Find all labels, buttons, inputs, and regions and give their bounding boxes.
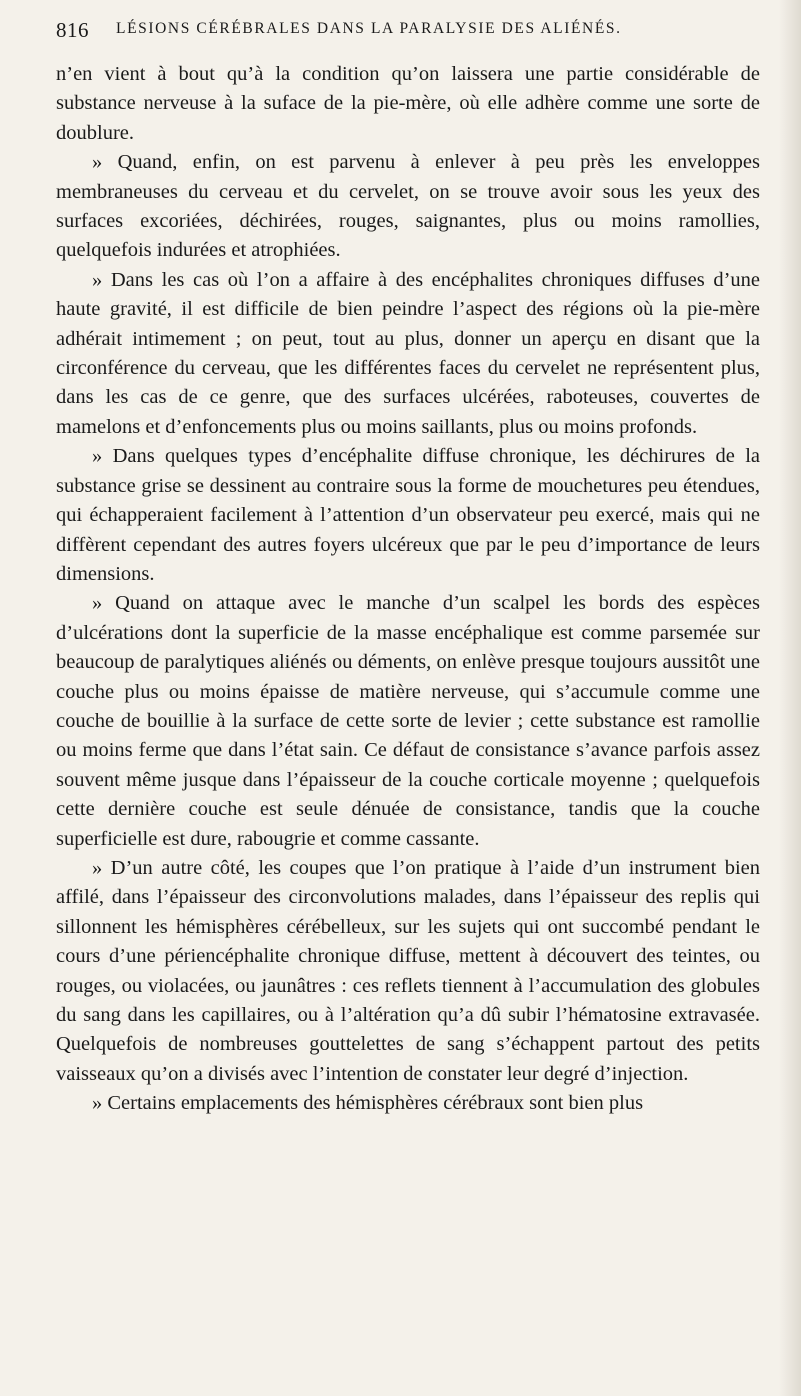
body-text xyxy=(56,60,760,1119)
paragraph: » Dans les cas où l’on a affaire à des encéphalites chroniques diffuses d’une haute gravité, il est difficile de bien peindre l’aspect des régions où la pie-mère adhérait intimement ; on peut, tout au plus, donner un aperçu en disant que la circonférence du cerveau, que les différentes faces du cervelet ne représentent plus, dans les cas de ce genre, que des surfaces ulcérées, raboteuses, couvertes de mamelons et d’enfoncements plus ou moins saillants, plus ou moins profonds. xyxy=(56,268,760,438)
paragraph-continued: n’en vient à bout qu’à la condition qu’on laissera une partie considérable de substance nerveuse à la suface de la pie-mère, où elle adhère comme une sorte de doublure. xyxy=(56,63,760,144)
paragraph: » Certains emplacements des hémisphères cérébraux sont bien plus xyxy=(92,1092,644,1115)
paragraph: » Quand on attaque avec le manche d’un scalpel les bords des espèces d’ulcérations dont la superficie de la masse encéphalique est comme parsemée sur beaucoup de paralytiques aliénés ou déments, on enlève presque toujours aussitôt une couche plus ou moins épaisse de matière nerveuse, qui s’accumule comme une couche de bouillie à la surface de cette sorte de levier ; cette substance est ramollie ou moins ferme que dans l’état sain. Ce défaut de consistance s’avance parfois assez souvent même jusque dans l’épaisseur de la couche corticale moyenne ; quelquefois cette dernière couche est seule dénuée de consistance, tandis que la couche superficielle est dure, rabougrie et comme cassante. xyxy=(56,592,760,850)
paragraph: » D’un autre côté, les coupes que l’on pratique à l’aide d’un instrument bien affilé, dans l’épaisseur des circonvolutions malades, dans l’épaisseur des replis qui sillonnent les hémisphères cérébelleux, sur les sujets qui ont succombé pendant le cours d’une périencéphalite chronique diffuse, mettent à découvert des teintes, ou rouges, ou violacées, ou jaunâtres : ces reflets tiennent à l’accumulation des globules du sang dans les capillaires, ou à l’altération qu’a dû subir l’hématosine extravasée. Quelquefois de nombreuses gouttelettes de sang s’échappent partout des petits vaisseaux qu’on a divisés avec l’intention de constater leur degré d’injection. xyxy=(56,856,760,1085)
page-header xyxy=(56,18,746,52)
paragraph: » Dans quelques types d’encéphalite diffuse chronique, les déchirures de la substance grise se dessinent au contraire sous la forme de mouchetures peu étendues, qui échapperaient facilement à l’attention d’un observateur peu exercé, mais qui ne diffèrent cependant des autres foyers ulcéreux que par le peu d’importance de leurs dimensions. xyxy=(56,445,760,585)
page-edge-shadow xyxy=(779,0,801,1396)
running-head: LÉSIONS CÉRÉBRALES DANS LA PARALYSIE DES ALIÉNÉS. xyxy=(116,20,622,37)
paragraph: » Quand, enfin, on est parvenu à enlever à peu près les enveloppes membraneuses du cerveau et du cervelet, on se trouve avoir sous les yeux des surfaces excoriées, déchirées, rouges, saignantes, plus ou moins ramollies, quelquefois indurées et atrophiées. xyxy=(56,151,760,262)
page-number: 816 xyxy=(56,18,89,42)
